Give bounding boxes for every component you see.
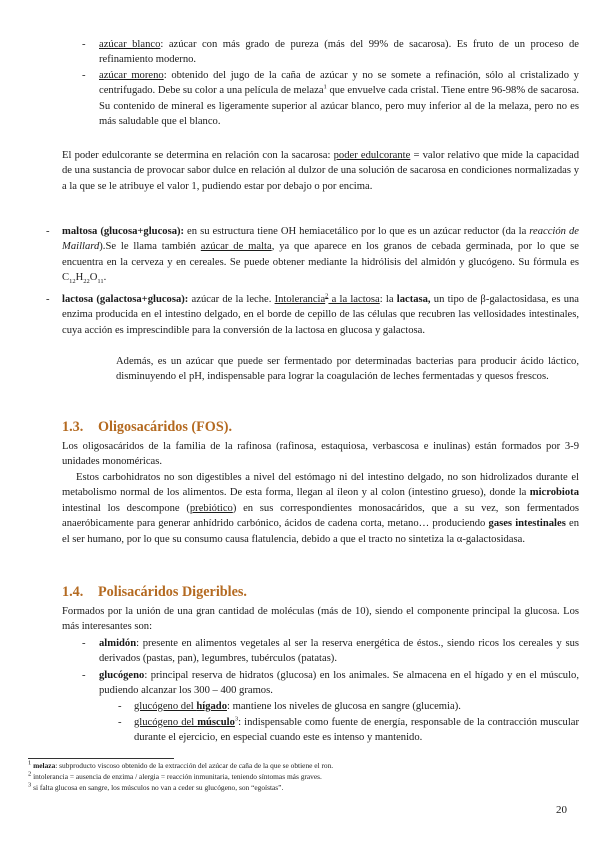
text: ) en sus correspondientes monosacáridos, que a su vez, son fermentados anaeróbicamente para generar anhídrido carbónico, ácidos de cadena corta, metano… produciendo — [62, 502, 579, 530]
subscript: 11 — [97, 278, 104, 286]
text: un tipo de β-galactosidasa, es una enzima producida en el intestino delgado, en el borde de cepillo de las células que recubren las vellosidades intestinales, cuya acción es imprescindible para la conversión de la lactosa en glucosa y galactosa. — [62, 294, 579, 336]
text: . — [103, 272, 107, 284]
text: reacción de Maillard — [62, 226, 579, 253]
text: H — [75, 272, 84, 284]
term: glucógeno del — [134, 717, 198, 728]
text: intolerancia = ausencia de enzima / alergia = reacción inmunitaria, teniendo síntomas más graves. — [31, 772, 322, 781]
term: gases intestinales — [488, 518, 566, 530]
term: azúcar de malta — [200, 241, 272, 253]
text: O — [89, 272, 98, 284]
section-number: 1.4. — [62, 584, 84, 600]
page-number: 20 — [556, 804, 567, 816]
sublist-item-higado — [134, 699, 579, 714]
bullet: - — [82, 670, 86, 681]
footnote-ref: 2 — [325, 292, 329, 300]
bullet: - — [82, 70, 86, 81]
term: almidón — [99, 638, 137, 649]
text: Estos carbohidratos no son digestibles a nivel del estómago ni del intestino delgado, no son hidrolizados durante el metabolismo normal de los alimentos. De esta forma, llegan al íleon y al colon (intestino grueso), donde la — [62, 472, 579, 499]
text: El poder edulcorante se determina en relación con la sacarosa: — [62, 150, 334, 161]
bullet: - — [82, 39, 86, 50]
footnote-ref: 1 — [323, 83, 327, 91]
text: : indispensable como fuente de energía, responsable de la contracción muscular durante el ejercicio, en especial cuando este es intenso y mantenido. — [134, 717, 579, 744]
text: ).Se le llama también — [99, 241, 201, 253]
footnote-number: 3 — [28, 781, 32, 789]
term: melaza — [33, 761, 56, 770]
subscript: 12 — [69, 278, 76, 286]
term: hígado — [196, 701, 227, 712]
text: si falta glucosa en sangre, los músculos no van a ceder su glucógeno, son “egoístas”. — [31, 783, 284, 792]
bullet: - — [118, 701, 122, 712]
term: lactosa (galactosa+glucosa): — [62, 294, 189, 305]
term: lactasa, — [396, 294, 431, 305]
lactosa-paragraph-2: Además, es un azúcar que puede ser fermentado por determinadas bacterias para producir ácido láctico, disminuyendo el pH, indispensable para lograr la coagulación de leches fermentadas y quesos frescos. — [116, 356, 579, 383]
term: maltosa (glucosa+glucosa): — [62, 226, 185, 237]
text: : presente en alimentos vegetales al ser la reserva energética de éstos., siendo ricos los cereales y sus derivados (pastas, pan), legumbres, tubérculos (patatas). — [99, 638, 579, 665]
term: músculo — [197, 717, 235, 728]
term: azúcar blanco — [99, 39, 161, 50]
text: : obtenido del jugo de la caña de azúcar y no se somete a refinación, sólo al cristalizado y centrifugado. Debe su color a una película de melaza — [99, 70, 579, 97]
footnote-number: 2 — [28, 770, 32, 778]
bullet: - — [46, 294, 50, 305]
bullet: - — [82, 638, 86, 649]
section-title: Polisacáridos Digeribles. — [98, 584, 247, 600]
term: glucógeno — [99, 670, 145, 681]
footnote-ref: 3 — [234, 715, 239, 723]
sec13-paragraph-2 — [62, 470, 579, 547]
text: : subproducto viscoso obtenido de la extracción del azúcar de caña de la que se obtiene el ron. — [55, 761, 334, 770]
term: azúcar moreno — [99, 70, 164, 81]
term: poder edulcorante — [333, 150, 411, 161]
term: microbiota — [529, 487, 579, 499]
poder-paragraph — [62, 148, 579, 194]
footnote-rule — [28, 758, 174, 759]
footnote-number: 1 — [28, 759, 32, 767]
text: que envuelve cada cristal. Tiene entre 96-98% de sacarosa. Su contenido de mineral es ligeramente superior al azúcar blanco, pero muy inferior al de la melaza, pero no es más saludable que el blanco. — [99, 85, 579, 128]
footnote-3 — [28, 783, 568, 793]
list-item-lactosa — [62, 292, 579, 338]
text: : mantiene los niveles de glucosa en sangre (glucemia). — [227, 701, 461, 712]
text: : la — [379, 294, 397, 305]
section-heading-1-4 — [62, 584, 247, 600]
bullet: - — [46, 226, 50, 237]
footnote-2 — [28, 772, 568, 782]
text: en su estructura tiene OH hemiacetálico por lo que es un azúcar reductor (da la — [184, 226, 530, 237]
bullet: - — [118, 717, 122, 728]
list-item-azucar-moreno — [99, 68, 579, 130]
text: en el ser humano, por lo que su consumo causa flatulencia, debido a que el tracto no sintetiza la α-galactosidasa. — [62, 518, 580, 545]
text: azúcar de la leche. — [188, 294, 275, 305]
term: glucógeno del — [134, 701, 197, 712]
term: prebiótico — [189, 502, 233, 514]
text: , ya que aparece en los granos de cebada germinada, por lo que se encuentra en la cerveza y en cereales. Se puede obtener mediante la hidrólisis del almidón y glucógeno. Su fórmula es C — [62, 241, 579, 284]
term: Intolerancia — [274, 294, 326, 305]
list-item-azucar-blanco — [99, 37, 579, 68]
section-heading-1-3 — [62, 419, 232, 435]
footnote-1 — [28, 761, 568, 771]
subscript: 22 — [83, 278, 90, 286]
sec13-paragraph-1: Los oligosacáridos de la familia de la rafinosa (rafinosa, estaquiosa, verbascosa e inulinas) están formados por 3-9 unidades monoméricas. — [62, 441, 579, 468]
text: = valor relativo que mide la capacidad de una sustancia de provocar sabor dulce en relación al dulzor de una solución de sacarosa en condiciones normalizadas y a la que se le atribuye el valor 1, pudiendo estar por debajo o por encima. — [62, 150, 580, 192]
sec14-paragraph-1: Formados por la unión de una gran cantidad de moléculas (más de 10), siendo el componente principal la glucosa. Los más interesantes son: — [62, 606, 579, 633]
list-item-almidon — [99, 636, 579, 667]
text: intestinal los descompone ( — [62, 502, 190, 514]
text: : azúcar con más grado de pureza (más del 99% de sacarosa). Es fruto de un proceso de refinamiento moderno. — [99, 39, 579, 66]
sublist-item-musculo — [134, 715, 579, 746]
text: : principal reserva de hidratos (glucosa) en los animales. Se almacena en el hígado y en el músculo, pudiendo alcanzar los 300 – 400 gramos. — [99, 670, 579, 697]
list-item-glucogeno — [99, 668, 579, 699]
term: a la lactosa — [328, 294, 380, 305]
section-title: Oligosacáridos (FOS). — [98, 419, 232, 435]
section-number: 1.3. — [62, 419, 84, 435]
list-item-maltosa — [62, 224, 579, 286]
